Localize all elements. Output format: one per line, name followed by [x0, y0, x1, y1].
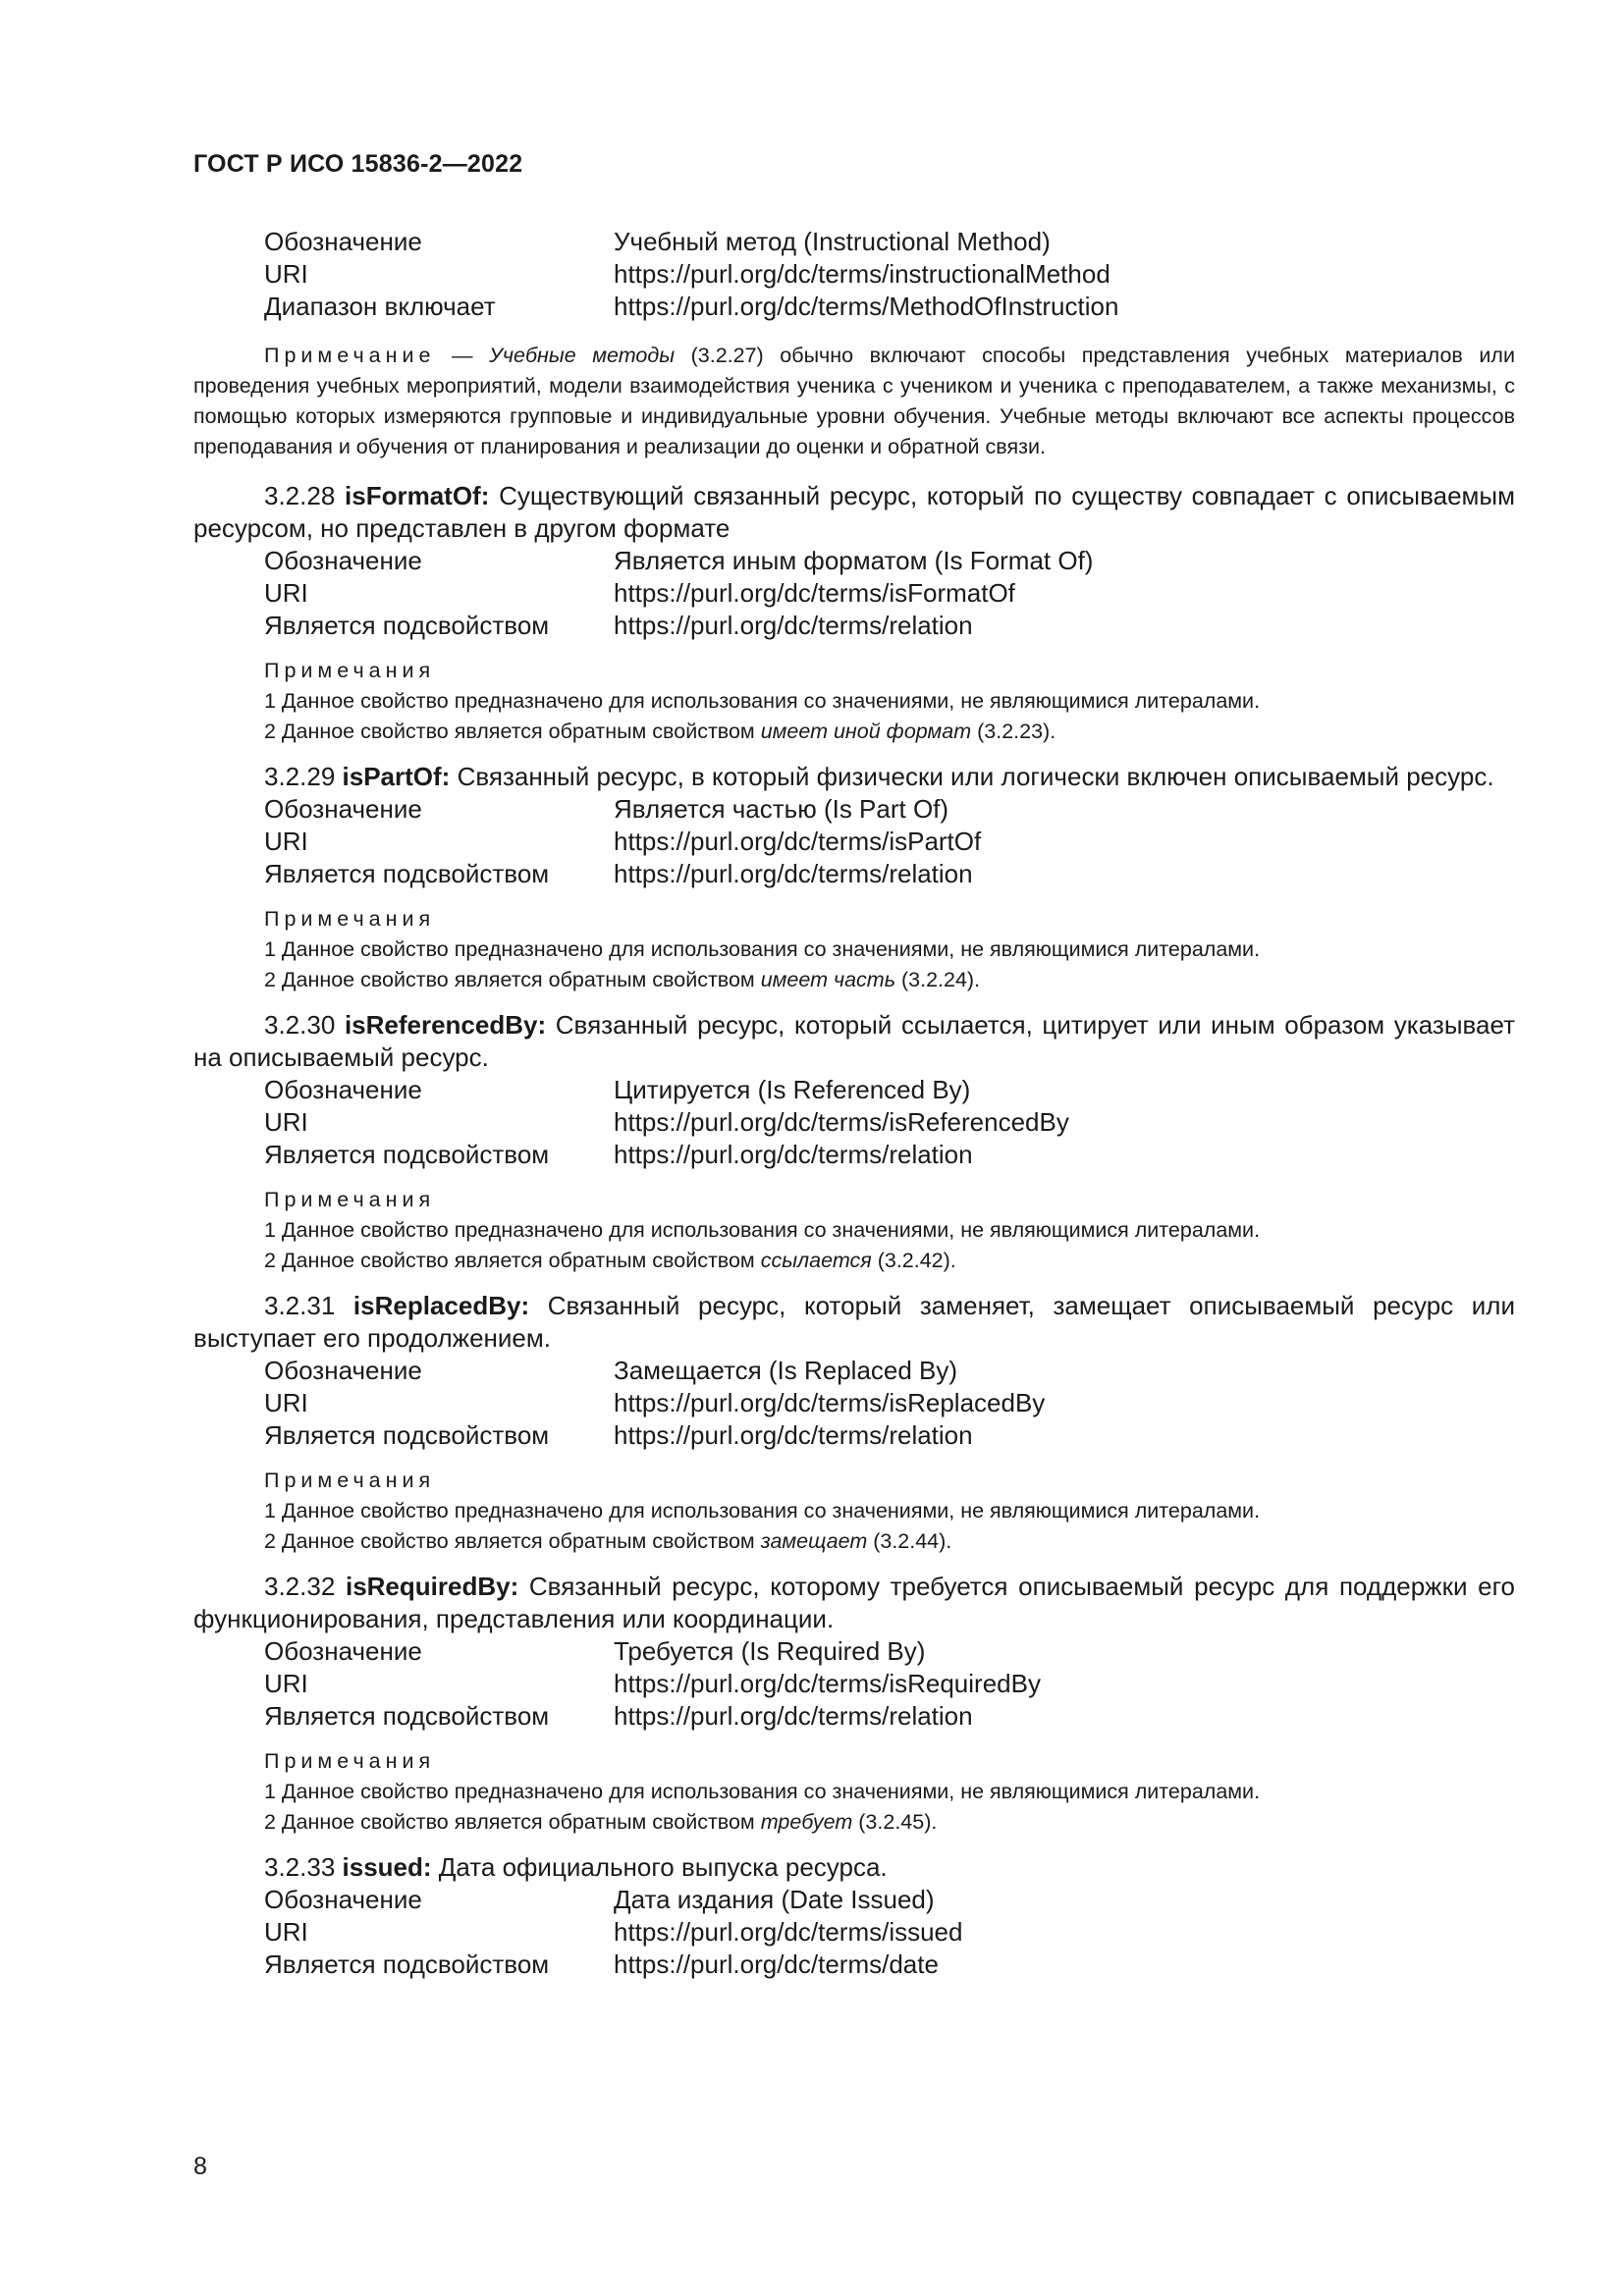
inverse-term: имеет часть [760, 968, 896, 991]
property-value: https://purl.org/dc/terms/relation [614, 1701, 973, 1731]
property-value: https://purl.org/dc/terms/isRequiredBy [614, 1669, 1041, 1698]
property-key: Обозначение [264, 794, 422, 824]
property-value: Является частью (Is Part Of) [614, 794, 949, 824]
property-table [264, 545, 1515, 642]
property-key: Обозначение [264, 1636, 422, 1666]
note-heading: Примечание [264, 344, 436, 367]
property-table [264, 793, 1515, 890]
property-row [264, 1884, 1515, 1916]
note-line: 2 Данное свойство является обратным свойством требует (3.2.45). [264, 1810, 938, 1834]
property-row [264, 1635, 1515, 1668]
property-row [264, 226, 1515, 258]
property-key: URI [264, 1388, 308, 1417]
inverse-term: требует [760, 1810, 853, 1834]
property-key: Обозначение [264, 546, 422, 575]
term-definition [193, 1009, 1515, 1074]
property-key: URI [264, 827, 308, 856]
term-number: 3.2.32 [264, 1572, 336, 1601]
page-number: 8 [193, 2153, 207, 2180]
property-value: https://purl.org/dc/terms/isFormatOf [614, 578, 1015, 608]
property-value: Учебный метод (Instructional Method) [614, 227, 1051, 256]
property-value: https://purl.org/dc/terms/relation [614, 1420, 973, 1450]
property-row [264, 1387, 1515, 1419]
property-value: https://purl.org/dc/terms/MethodOfInstruction [614, 292, 1119, 321]
property-row [264, 258, 1515, 291]
property-row [264, 1668, 1515, 1700]
property-row [264, 826, 1515, 858]
property-value: https://purl.org/dc/terms/issued [614, 1917, 963, 1947]
term-text: Существующий связанный ресурс, который по существу совпадает с описываемым ресурсом, но представлен в другом формате [193, 481, 1515, 543]
note-line: 1 Данное свойство предназначено для использования со значениями, не являющимися литералами. [264, 1780, 1261, 1803]
term-entry [193, 1851, 1515, 1981]
note-text: (3.2.27) обычно включают способы представления учебных материалов или проведения учебных мероприятий, модели взаимодействия ученика с учеником и ученика с преподавателем, а также механизмы, с помощью которых измеряются групповые и индивидуальные уровни обучения. Учебные методы включают все аспекты процессов преподавания и обучения от планирования и реализации до оценки и обратной связи. [193, 344, 1515, 458]
property-value: https://purl.org/dc/terms/instructionalMethod [614, 259, 1110, 289]
property-value: https://purl.org/dc/terms/relation [614, 1140, 973, 1169]
property-key: Обозначение [264, 1356, 422, 1385]
note-line: 2 Данное свойство является обратным свойством ссылается (3.2.42). [264, 1249, 956, 1272]
term-text: Связанный ресурс, в который физически или логически включен описываемый ресурс. [450, 762, 1494, 791]
inverse-term: ссылается [760, 1249, 872, 1272]
term-name: isFormatOf: [345, 481, 490, 510]
property-key: URI [264, 1107, 308, 1137]
property-table [264, 1355, 1515, 1452]
property-key: Диапазон включает [264, 292, 496, 321]
term-text: Связанный ресурс, который заменяет, замещает описываемый ресурс или выступает его продолжением. [193, 1291, 1515, 1353]
term-definition [193, 761, 1515, 793]
property-table [264, 1884, 1515, 1981]
property-key: Обозначение [264, 1885, 422, 1914]
term-name: isReplacedBy: [352, 1291, 530, 1320]
property-value: https://purl.org/dc/terms/isPartOf [614, 827, 982, 856]
property-value: https://purl.org/dc/terms/relation [614, 611, 973, 640]
property-key: URI [264, 259, 308, 289]
property-value: Требуется (Is Required By) [614, 1636, 926, 1666]
term-definition [193, 1851, 1515, 1884]
note-line: 1 Данное свойство предназначено для использования со значениями, не являющимися литералами. [264, 689, 1261, 713]
property-table [264, 1635, 1515, 1733]
property-value: https://purl.org/dc/terms/date [614, 1949, 939, 1979]
property-value: Является иным форматом (Is Format Of) [614, 546, 1094, 575]
notes-heading: Примечания [264, 1749, 436, 1773]
term-entry [193, 1009, 1515, 1276]
property-key: Является подсвойством [264, 1949, 550, 1979]
property-key: URI [264, 1917, 308, 1947]
note [193, 341, 1515, 462]
property-row [264, 1916, 1515, 1949]
property-row [264, 610, 1515, 642]
note-line: 2 Данное свойство является обратным свойством имеет иной формат (3.2.23). [264, 720, 1056, 743]
term-entry [193, 1571, 1515, 1838]
page-header: ГОСТ Р ИСО 15836-2—2022 [193, 150, 523, 178]
term-text: Связанный ресурс, который ссылается, цитирует или иным образом указывает на описываемый ресурс. [193, 1010, 1515, 1072]
property-key: URI [264, 578, 308, 608]
property-row [264, 1355, 1515, 1387]
property-value: Цитируется (Is Referenced By) [614, 1075, 971, 1104]
term-number: 3.2.30 [264, 1010, 336, 1040]
property-key: Является подсвойством [264, 1140, 550, 1169]
document-body [193, 226, 1515, 1981]
term-name: isReferencedBy: [344, 1010, 547, 1040]
property-value: https://purl.org/dc/terms/relation [614, 859, 973, 888]
term-definition [193, 1571, 1515, 1635]
property-row [264, 1949, 1515, 1981]
term-entry [193, 761, 1515, 995]
term-text: Дата официального выпуска ресурса. [431, 1852, 888, 1882]
property-key: Является подсвойством [264, 1701, 550, 1731]
property-key: Является подсвойством [264, 611, 550, 640]
term-entry [193, 1290, 1515, 1557]
term-number: 3.2.33 [264, 1852, 336, 1882]
property-row [264, 545, 1515, 577]
note-line: 1 Данное свойство предназначено для использования со значениями, не являющимися литералами. [264, 1499, 1261, 1522]
term-number: 3.2.28 [264, 481, 336, 510]
property-row [264, 1074, 1515, 1106]
property-key: URI [264, 1669, 308, 1698]
property-row [264, 1700, 1515, 1733]
note-line: 1 Данное свойство предназначено для использования со значениями, не являющимися литералами. [264, 937, 1261, 961]
property-row [264, 291, 1515, 323]
term-name: issued: [342, 1852, 432, 1882]
notes-heading: Примечания [264, 1468, 436, 1492]
note-line: 2 Данное свойство является обратным свойством имеет часть (3.2.24). [264, 968, 981, 991]
property-row [264, 577, 1515, 610]
property-key: Обозначение [264, 227, 422, 256]
term-number: 3.2.31 [264, 1291, 336, 1320]
property-key: Является подсвойством [264, 859, 550, 888]
term-definition [193, 480, 1515, 545]
notes-heading: Примечания [264, 1188, 436, 1211]
property-table [264, 226, 1515, 323]
term-entry [193, 480, 1515, 747]
property-row [264, 793, 1515, 826]
term-text: Связанный ресурс, которому требуется описываемый ресурс для поддержки его функционирования, представления или координации. [193, 1572, 1515, 1633]
term-number: 3.2.29 [264, 762, 336, 791]
property-row [264, 1139, 1515, 1171]
term-name: isPartOf: [342, 762, 451, 791]
inverse-term: имеет иной формат [760, 720, 972, 743]
property-row [264, 1106, 1515, 1139]
note-line: 2 Данное свойство является обратным свойством замещает (3.2.44). [264, 1529, 952, 1553]
note-line: 1 Данное свойство предназначено для использования со значениями, не являющимися литералами. [264, 1218, 1261, 1242]
property-value: https://purl.org/dc/terms/isReplacedBy [614, 1388, 1046, 1417]
term-name: isRequiredBy: [345, 1572, 519, 1601]
property-value: Дата издания (Date Issued) [614, 1885, 935, 1914]
notes-heading: Примечания [264, 659, 436, 682]
property-row [264, 1419, 1515, 1452]
property-key: Обозначение [264, 1075, 422, 1104]
inverse-term: замещает [760, 1529, 868, 1553]
note-term: Учебные методы [489, 344, 676, 367]
property-row [264, 858, 1515, 890]
property-value: https://purl.org/dc/terms/isReferencedBy [614, 1107, 1069, 1137]
term-definition [193, 1290, 1515, 1355]
note-dash: — [435, 344, 490, 367]
property-table [264, 1074, 1515, 1171]
property-key: Является подсвойством [264, 1420, 550, 1450]
notes-heading: Примечания [264, 907, 436, 931]
property-value: Замещается (Is Replaced By) [614, 1356, 958, 1385]
